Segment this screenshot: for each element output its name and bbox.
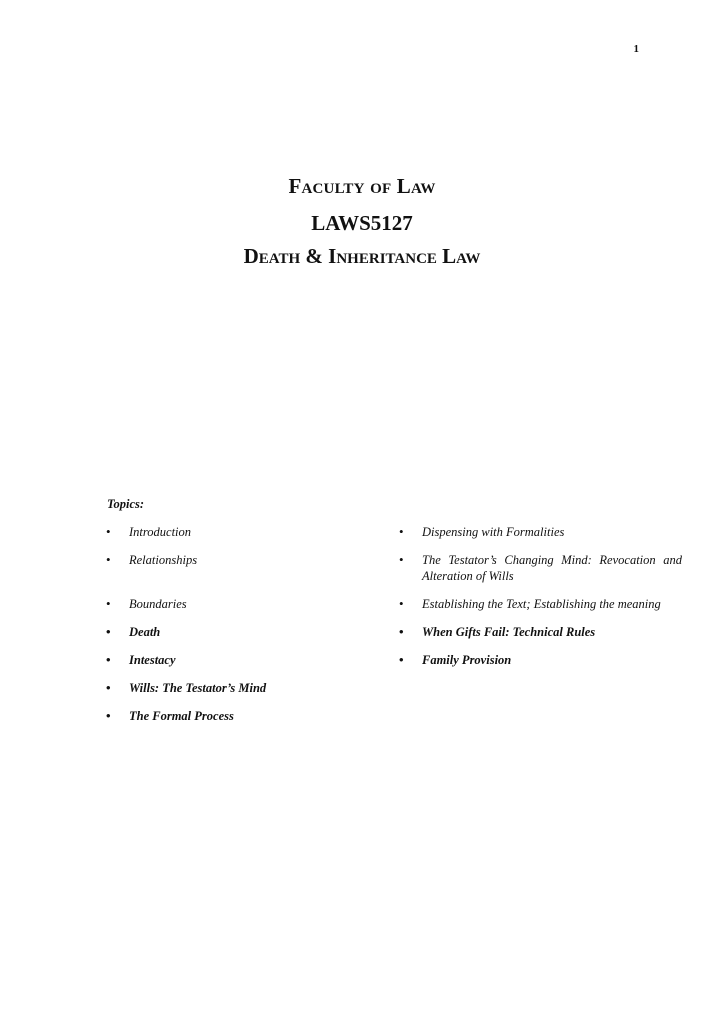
faculty-heading: Faculty of Law [288, 174, 436, 198]
bullet-icon: • [106, 624, 111, 639]
bullet-icon: • [106, 596, 111, 611]
bullet-icon: • [106, 708, 111, 723]
bullet-icon: • [399, 524, 404, 539]
topic-label: Death [129, 625, 161, 639]
title-block [0, 172, 724, 271]
topic-label: Intestacy [129, 653, 176, 667]
topic-label: Wills: The Testator’s Mind [129, 681, 267, 695]
topic-item [106, 708, 356, 724]
bullet-icon: • [106, 680, 111, 695]
topic-item [106, 552, 356, 568]
bullet-icon: • [399, 596, 404, 611]
course-title: Death & Inheritance Law [243, 244, 481, 268]
topic-label: Family Provision [422, 653, 512, 667]
topic-label: When Gifts Fail: Technical Rules [422, 625, 596, 639]
topic-label: Dispensing with Formalities [422, 525, 565, 539]
topic-item [399, 596, 682, 612]
course-code: LAWS5127 [311, 211, 413, 235]
topic-item [106, 652, 356, 668]
topic-label: The Formal Process [129, 709, 234, 723]
topic-item [399, 624, 682, 640]
topics-list-right [399, 524, 682, 680]
topics-heading: Topics: [107, 497, 145, 511]
bullet-icon: • [106, 552, 111, 567]
topics-list-left [106, 524, 356, 736]
topic-item [106, 624, 356, 640]
page-number: 1 [633, 43, 639, 55]
topic-label: Establishing the Text; Establishing the meaning [422, 597, 661, 611]
bullet-icon: • [399, 624, 404, 639]
bullet-icon: • [106, 652, 111, 667]
topic-item [106, 524, 356, 540]
topic-item [399, 652, 682, 668]
topic-item [399, 524, 682, 540]
bullet-icon: • [399, 652, 404, 667]
topic-item [106, 596, 356, 612]
topic-item [399, 552, 682, 584]
bullet-icon: • [399, 552, 404, 567]
topic-label: Introduction [129, 525, 192, 539]
bullet-icon: • [106, 524, 111, 539]
topic-label: Relationships [129, 553, 198, 567]
topic-item [106, 680, 356, 696]
topic-label: Boundaries [129, 597, 187, 611]
topic-label: The Testator’s Changing Mind: Revocation and Alteration of Wills [422, 553, 682, 583]
